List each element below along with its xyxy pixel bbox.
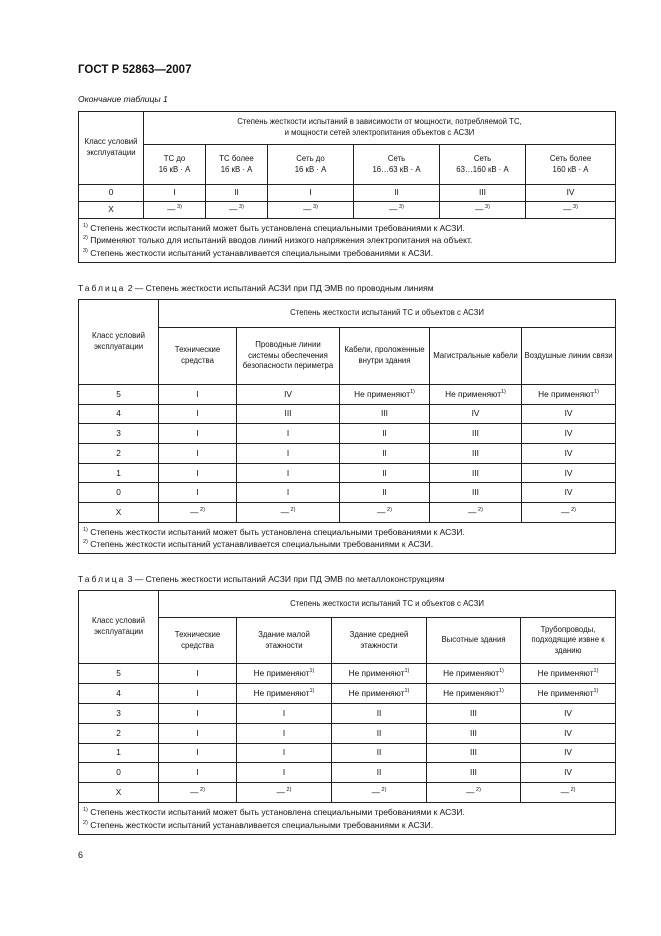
t3-cell: I bbox=[159, 743, 237, 763]
t2-column-header-1: Технические средства bbox=[159, 328, 237, 385]
t2-cell: I bbox=[237, 444, 340, 464]
t3-cell: III bbox=[427, 723, 521, 743]
table1-caption: Окончание таблицы 1 bbox=[78, 94, 168, 104]
t2-cell: II bbox=[340, 463, 430, 483]
t2-cell: I bbox=[237, 483, 340, 503]
t3-cell: Не применяют$^{1)}$ bbox=[427, 664, 521, 684]
t2-cell: IV bbox=[430, 404, 522, 424]
table-row bbox=[79, 763, 616, 783]
t3-cell: I bbox=[159, 763, 237, 783]
footnote-mark: 1) bbox=[309, 687, 315, 694]
t1-cell: II bbox=[206, 185, 268, 202]
t1-cell: I bbox=[144, 185, 206, 202]
t2-row-class: 1 bbox=[79, 463, 159, 483]
footnote-mark: 1) bbox=[404, 667, 410, 674]
footnote-2: $^{2)}$ Степень жесткости испытаний устанавливается специальными требованиями к АСЗИ. bbox=[83, 539, 434, 550]
table-row bbox=[79, 503, 616, 523]
t1-footnotes bbox=[79, 219, 616, 263]
footnote-mark: 3) bbox=[239, 204, 244, 211]
table3-caption: Таблица 3 — Степень жесткости испытаний АСЗИ при ПД ЭМВ по металлоконструкциям bbox=[78, 574, 445, 584]
footnote-mark: 1) bbox=[83, 526, 88, 533]
t2-cell: I bbox=[237, 463, 340, 483]
footnote-mark: 3) bbox=[313, 204, 318, 211]
t1-column-header-1 bbox=[144, 145, 206, 185]
footnote-1: $^{1)}$ Степень жесткости испытаний может быть установлена специальными требованиями к АСЗИ. bbox=[83, 807, 465, 818]
t2-column-header-3: Кабели, проложенные внутри здания bbox=[340, 328, 430, 385]
t2-row-class: Х bbox=[79, 503, 159, 523]
footnote-mark: 1) bbox=[404, 687, 410, 694]
table-row bbox=[79, 424, 616, 444]
t2-cell: I bbox=[159, 404, 237, 424]
t2-row-class: 2 bbox=[79, 444, 159, 464]
table-row bbox=[79, 444, 616, 464]
t3-cell: Не применяют$^{1)}$ bbox=[332, 683, 427, 703]
t2-cell: Не применяют$^{1)}$ bbox=[522, 385, 616, 405]
t1-cell: IV bbox=[526, 185, 616, 202]
t3-cell: IV bbox=[521, 723, 616, 743]
footnote-mark: 2) bbox=[571, 506, 576, 513]
t3-footnotes bbox=[79, 803, 616, 835]
footnote-mark: 1) bbox=[499, 667, 504, 674]
t3-cell: — $^{2)}$ bbox=[159, 783, 237, 803]
t1-col-line1: Сеть более bbox=[549, 153, 592, 163]
t1-col-line1: Сеть до bbox=[296, 153, 325, 163]
footnote-1: $^{1)}$ Степень жесткости испытаний может быть установлена специальными требованиями к АСЗИ. bbox=[83, 223, 465, 233]
t1-col-line1: ТС до bbox=[163, 153, 186, 163]
t1-cell: — $^{3)}$ bbox=[440, 202, 526, 219]
table2 bbox=[78, 299, 616, 554]
t3-cell: III bbox=[427, 743, 521, 763]
t2-row-class: 3 bbox=[79, 424, 159, 444]
t3-cell: Не применяют$^{1)}$ bbox=[237, 683, 332, 703]
t3-cell: I bbox=[159, 683, 237, 703]
t3-cell: I bbox=[159, 703, 237, 723]
footnote-2: $^{2)}$ Применяют только для испытаний вводов линий низкого напряжения электропитания на объект. bbox=[83, 235, 473, 246]
table-row bbox=[79, 404, 616, 424]
table-row bbox=[79, 683, 616, 703]
t3-cell: III bbox=[427, 763, 521, 783]
t3-cell: II bbox=[332, 723, 427, 743]
t1-cell: — $^{3)}$ bbox=[268, 202, 354, 219]
footnote-mark: 2) bbox=[387, 506, 392, 513]
table-row bbox=[79, 783, 616, 803]
t3-cell: Не применяют$^{1)}$ bbox=[521, 683, 616, 703]
t2-cell: IV bbox=[522, 424, 616, 444]
t1-cell: I bbox=[268, 185, 354, 202]
t2-cell: III bbox=[237, 404, 340, 424]
t1-row-class: Х bbox=[79, 202, 144, 219]
footnote-mark: 1) bbox=[309, 667, 315, 674]
footnote-mark: 3) bbox=[83, 247, 88, 254]
footnote-mark: 3) bbox=[177, 204, 182, 211]
t3-cell: IV bbox=[521, 703, 616, 723]
t3-cell: II bbox=[332, 763, 427, 783]
t3-cell: — $^{2)}$ bbox=[332, 783, 427, 803]
t3-row-class: 3 bbox=[79, 703, 159, 723]
t3-cell: — $^{2)}$ bbox=[427, 783, 521, 803]
footnote-mark: 2) bbox=[200, 506, 205, 513]
footnote-mark: 1) bbox=[410, 388, 415, 395]
t2-cell: III bbox=[430, 463, 522, 483]
table3 bbox=[78, 590, 616, 835]
t3-cell: I bbox=[159, 664, 237, 684]
t2-cell: I bbox=[237, 424, 340, 444]
t3-cell: — $^{2)}$ bbox=[521, 783, 616, 803]
t1-col-line2: 16 кВ · А bbox=[158, 164, 191, 174]
footnote-mark: 2) bbox=[83, 539, 88, 546]
table-row bbox=[79, 743, 616, 763]
table2-caption: Таблица 2 — Степень жесткости испытаний АСЗИ при ПД ЭМВ по проводным линиям bbox=[78, 283, 434, 293]
t1-col-line1: Сеть bbox=[387, 153, 406, 163]
t1-cell: III bbox=[440, 185, 526, 202]
t1-column-header-5 bbox=[440, 145, 526, 185]
t2-cell: — $^{2)}$ bbox=[159, 503, 237, 523]
t3-cell: I bbox=[237, 703, 332, 723]
t2-cell: III bbox=[430, 483, 522, 503]
footnote-mark: 1) bbox=[501, 388, 506, 395]
t2-cell: IV bbox=[522, 444, 616, 464]
table-row bbox=[79, 723, 616, 743]
t1-cell: — $^{3)}$ bbox=[526, 202, 616, 219]
t3-cell: I bbox=[237, 763, 332, 783]
t3-cell: Не применяют$^{1)}$ bbox=[427, 683, 521, 703]
footnote-mark: 2) bbox=[381, 787, 387, 794]
footnote-3: $^{3)}$ Степень жесткости испытаний устанавливается специальными требованиями к АСЗИ. bbox=[83, 247, 434, 258]
t3-row-class: Х bbox=[79, 783, 159, 803]
t3-cell: II bbox=[332, 703, 427, 723]
footnote-mark: 3) bbox=[399, 204, 404, 211]
t3-cell: Не применяют$^{1)}$ bbox=[237, 664, 332, 684]
table-row bbox=[79, 385, 616, 405]
t2-cell: I bbox=[159, 463, 237, 483]
footnote-mark: 2) bbox=[570, 787, 576, 794]
t1-col-line2: 16 кВ · А bbox=[294, 164, 327, 174]
t2-cell: — $^{2)}$ bbox=[430, 503, 522, 523]
t3-column-header-5: Трубопроводы, подходящие извне к зданию bbox=[521, 618, 616, 664]
t1-col-line2: 16 кВ · А bbox=[220, 164, 253, 174]
page-number: 6 bbox=[78, 850, 84, 860]
t3-cell: I bbox=[159, 723, 237, 743]
t3-row-class: 5 bbox=[79, 664, 159, 684]
t2-cell: II bbox=[340, 424, 430, 444]
footnote-mark: 1) bbox=[593, 667, 599, 674]
t3-column-header-1: Технические средства bbox=[159, 618, 237, 664]
table-row bbox=[79, 664, 616, 684]
t2-cell: IV bbox=[237, 385, 340, 405]
t1-column-header-3 bbox=[268, 145, 354, 185]
t2-column-header-4: Магистральные кабели bbox=[430, 328, 522, 385]
t2-cell: — $^{2)}$ bbox=[340, 503, 430, 523]
t2-cell: — $^{2)}$ bbox=[237, 503, 340, 523]
t1-cell: — $^{3)}$ bbox=[354, 202, 440, 219]
t3-cell: IV bbox=[521, 743, 616, 763]
t1-cell: — $^{3)}$ bbox=[144, 202, 206, 219]
t1-class-header: Класс условий эксплуатации bbox=[79, 112, 144, 185]
t2-cell: III bbox=[430, 444, 522, 464]
table-row bbox=[79, 185, 616, 202]
t2-footnotes bbox=[79, 522, 616, 554]
t2-cell: II bbox=[340, 483, 430, 503]
footnote-mark: 3) bbox=[573, 204, 578, 211]
footnote-mark: 2) bbox=[200, 787, 205, 794]
t2-cell: III bbox=[430, 424, 522, 444]
t1-col-line2: 160 кВ · А bbox=[552, 164, 589, 174]
footnote-mark: 2) bbox=[286, 787, 292, 794]
t3-cell: I bbox=[237, 743, 332, 763]
t1-column-header-6 bbox=[526, 145, 616, 185]
t3-row-class: 1 bbox=[79, 743, 159, 763]
footnote-mark: 1) bbox=[499, 687, 504, 694]
t2-cell: IV bbox=[522, 404, 616, 424]
footnote-mark: 2) bbox=[476, 787, 481, 794]
table-row bbox=[79, 463, 616, 483]
t3-row-class: 4 bbox=[79, 683, 159, 703]
t2-cell: II bbox=[340, 444, 430, 464]
table-row bbox=[79, 703, 616, 723]
t2-column-header-2: Проводные линии системы обеспечения безопасности периметра bbox=[237, 328, 340, 385]
footnote-mark: 2) bbox=[83, 819, 88, 826]
footnote-mark: 1) bbox=[593, 687, 599, 694]
t1-column-header-2 bbox=[206, 145, 268, 185]
table-row bbox=[79, 202, 616, 219]
t3-row-class: 0 bbox=[79, 763, 159, 783]
footnote-mark: 1) bbox=[83, 223, 88, 229]
t1-column-header-4 bbox=[354, 145, 440, 185]
t3-group-header: Степень жесткости испытаний ТС и объектов с АСЗИ bbox=[159, 591, 616, 618]
footnote-mark: 3) bbox=[485, 204, 490, 211]
t2-cell: I bbox=[159, 444, 237, 464]
t2-cell: I bbox=[159, 483, 237, 503]
t2-row-class: 0 bbox=[79, 483, 159, 503]
t3-column-header-2: Здание малой этажности bbox=[237, 618, 332, 664]
t2-row-class: 5 bbox=[79, 385, 159, 405]
table-row bbox=[79, 483, 616, 503]
footnote-mark: 2) bbox=[478, 506, 483, 513]
t3-cell: II bbox=[332, 743, 427, 763]
footnote-2: $^{2)}$ Степень жесткости испытаний устанавливается специальными требованиями к АСЗИ. bbox=[83, 819, 434, 830]
t1-col-line1: ТС более bbox=[219, 153, 254, 163]
t2-class-header: Класс условий эксплуатации bbox=[79, 300, 159, 385]
t2-cell: IV bbox=[522, 463, 616, 483]
t3-column-header-3: Здание средней этажности bbox=[332, 618, 427, 664]
t3-cell: Не применяют$^{1)}$ bbox=[521, 664, 616, 684]
document-header: ГОСТ Р 52863—2007 bbox=[78, 64, 192, 76]
t3-row-class: 2 bbox=[79, 723, 159, 743]
t1-group-header: Степень жесткости испытаний в зависимости от мощности, потребляемой ТС, и мощности сетей электропитания объектов с АСЗИ bbox=[144, 112, 616, 145]
t3-cell: Не применяют$^{1)}$ bbox=[332, 664, 427, 684]
t1-cell: — $^{3)}$ bbox=[206, 202, 268, 219]
t2-cell: I bbox=[159, 424, 237, 444]
t3-cell: III bbox=[427, 703, 521, 723]
footnote-1: $^{1)}$ Степень жесткости испытаний может быть установлена специальными требованиями к АСЗИ. bbox=[83, 526, 465, 537]
t1-cell: II bbox=[354, 185, 440, 202]
table1 bbox=[78, 111, 616, 263]
t3-cell: I bbox=[237, 723, 332, 743]
t3-cell: IV bbox=[521, 763, 616, 783]
t2-column-header-5: Воздушные линии связи bbox=[522, 328, 616, 385]
t2-cell: I bbox=[159, 385, 237, 405]
t1-col-line2: 63…160 кВ · А bbox=[456, 164, 509, 174]
t2-cell: III bbox=[340, 404, 430, 424]
footnote-mark: 1) bbox=[83, 807, 88, 814]
footnote-mark: 2) bbox=[83, 235, 88, 242]
t2-cell: IV bbox=[522, 483, 616, 503]
t1-col-line1: Сеть bbox=[473, 153, 492, 163]
t3-column-header-4: Высотные здания bbox=[427, 618, 521, 664]
t3-class-header: Класс условий эксплуатации bbox=[79, 591, 159, 664]
t3-cell: — $^{2)}$ bbox=[237, 783, 332, 803]
t2-row-class: 4 bbox=[79, 404, 159, 424]
t2-group-header: Степень жесткости испытаний ТС и объектов с АСЗИ bbox=[159, 300, 616, 328]
t2-cell: — $^{2)}$ bbox=[522, 503, 616, 523]
t1-col-line2: 16…63 кВ · А bbox=[372, 164, 421, 174]
t1-row-class: 0 bbox=[79, 185, 144, 202]
t2-cell: Не применяют$^{1)}$ bbox=[340, 385, 430, 405]
t2-cell: Не применяют$^{1)}$ bbox=[430, 385, 522, 405]
footnote-mark: 1) bbox=[594, 388, 599, 395]
footnote-mark: 2) bbox=[290, 506, 296, 513]
